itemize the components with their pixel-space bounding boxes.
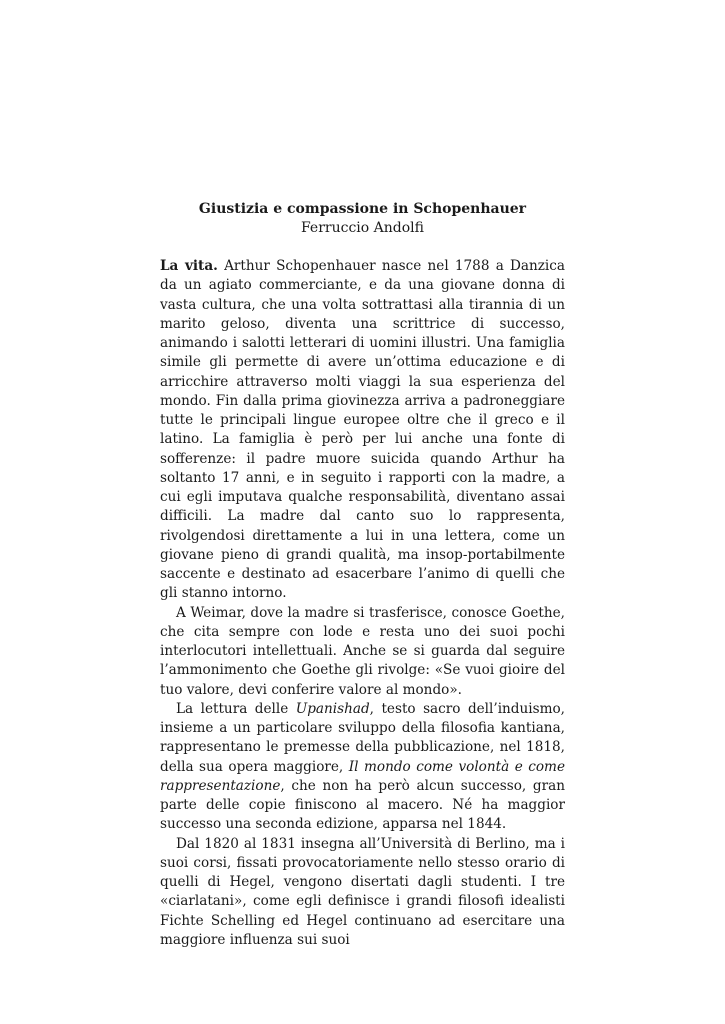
paragraph-upanishad [160,700,565,835]
paragraph-text: , testo sacro dell’induismo, insieme a un particolare sviluppo della filosofia kantiana, rappresentano le premesse della pubblicazione, nel 1818, della sua opera maggiore, [160,700,565,775]
document-page [160,200,565,950]
italic-title: Upanishad [295,700,370,717]
italic-title: Il mondo come volontà e come rappresentazione [160,758,565,794]
paragraph-text: A Weimar, dove la madre si trasferisce, conosce Goethe, che cita sempre con lode e resta uno dei suoi pochi interlocutori intellettuali. Anche se si guarda dal seguire l’ammonimento che Goethe gli rivolge: «Se vuoi gioire del tuo valore, devi conferire valore al mondo». [160,604,565,698]
document-title: Giustizia e compassione in Schopenhauer [198,201,527,217]
section-lead: La vita. [160,258,218,274]
paragraph-weimar [160,604,565,700]
paragraph-berlino [160,835,565,951]
paragraph-text: , che non ha però alcun successo, gran parte delle copie finiscono al macero. Né ha maggior successo una seconda edizione, apparsa nel 1844. [160,777,565,833]
document-author: Ferruccio Andolfi [300,220,424,236]
paragraph-la-vita [160,257,565,604]
paragraph-text: Arthur Schopenhauer nasce nel 1788 a Danzica da un agiato commerciante, e da una giovane donna di vasta cultura, che una volta sottrattasi alla tirannia di un marito geloso, diventa una scrittrice di successo, animando i salotti letterari di uomini illustri. Una famiglia simile gli permette di avere un’ottima educazione e di arricchire attraverso molti viaggi la sua esperienza del mondo. Fin dalla prima giovinezza arriva a padroneggiare tutte le principali lingue europee oltre che il greco e il latino. La famiglia è però per lui anche una fonte di sofferenze: il padre muore suicida quando Arthur ha soltanto 17 anni, e in seguito i rapporti con la madre, a cui egli imputava qualche responsabilità, diventano assai difficili. La madre dal canto suo lo rappresenta, rivolgendosi direttamente a lui in una lettera, come un giovane pieno di grandi qualità, ma insop-portabilmente saccente e destinato ad esacerbare l’animo di quelli che gli stanno intorno. [160,258,565,602]
paragraph-text: Dal 1820 al 1831 insegna all’Università di Berlino, ma i suoi corsi, fissati provocatoriamente nello stesso orario di quelli di Hegel, vengono disertati dagli studenti. I tre «ciarlatani», come egli definisce i grandi filosofi idealisti Fichte Schelling ed Hegel continuano ad esercitare una maggiore influenza sui suoi [160,835,565,948]
paragraph-text: La lettura delle [176,700,296,717]
